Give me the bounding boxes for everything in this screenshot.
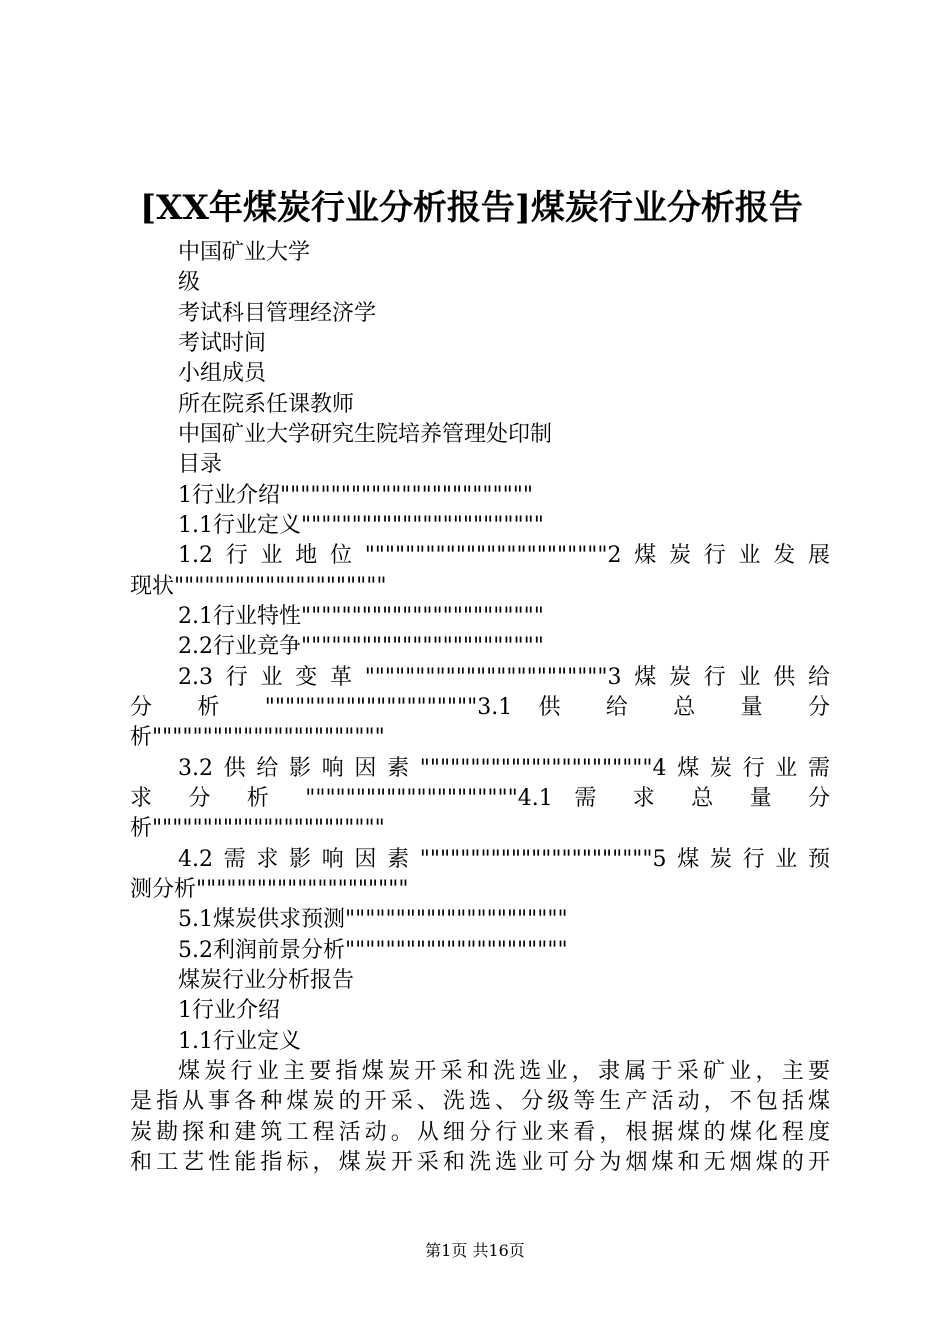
body-line: 炭勘探和建筑工程活动。从细分行业来看，根据煤的煤化程度 <box>130 1120 830 1145</box>
cover-line: 考试时间 <box>178 331 267 356</box>
toc-entry: 1行业介绍""""""""""""""""""""""""" <box>178 483 533 508</box>
cover-line: 中国矿业大学研究生院培养管理处印制 <box>178 422 553 447</box>
toc-entry: 现状""""""""""""""""""""" <box>130 574 387 599</box>
toc-entry: 析""""""""""""""""""""""" <box>130 816 385 841</box>
cover-line: 小组成员 <box>178 361 267 386</box>
section-heading: 1.1行业定义 <box>178 1029 301 1054</box>
toc-entry: 分 析 """""""""""""""""""""3.1 供 给 总 量 分 <box>130 695 830 720</box>
page-footer: 第1页 共16页 <box>425 1241 525 1260</box>
toc-entry: 测分析""""""""""""""""""""" <box>130 877 409 902</box>
toc-entry: 2.3行业变革""""""""""""""""""""""""3煤炭行业供给 <box>178 665 830 690</box>
toc-entry: 5.1煤炭供求预测"""""""""""""""""""""" <box>178 907 568 932</box>
toc-entry: 2.1行业特性"""""""""""""""""""""""" <box>178 604 544 629</box>
cover-line: 级 <box>178 270 201 295</box>
toc-entry: 1.1行业定义"""""""""""""""""""""""" <box>178 513 544 538</box>
body-line: 是指从事各种煤炭的开采、洗选、分级等生产活动，不包括煤 <box>130 1089 830 1114</box>
toc-entry: 2.2行业竞争"""""""""""""""""""""""" <box>178 634 544 659</box>
toc-entry: 4.2需求影响因素"""""""""""""""""""""""5煤炭行业预 <box>178 847 830 872</box>
toc-entry: 1.2行业地位""""""""""""""""""""""""2煤炭行业发展 <box>178 543 830 568</box>
toc-entry: 析""""""""""""""""""""""" <box>130 725 385 750</box>
toc-entry: 求 分 析 """""""""""""""""""""4.1 需 求 总 量 分 <box>130 786 830 811</box>
body-line: 和工艺性能指标，煤炭开采和洗选业可分为烟煤和无烟煤的开 <box>130 1150 830 1175</box>
cover-line: 考试科目管理经济学 <box>178 301 377 326</box>
toc-heading: 目录 <box>178 452 223 477</box>
toc-entry: 5.2利润前景分析"""""""""""""""""""""" <box>178 938 568 963</box>
cover-line: 所在院系任课教师 <box>178 392 355 417</box>
section-heading: 1行业介绍 <box>178 998 280 1023</box>
toc-entry: 3.2供给影响因素"""""""""""""""""""""""4煤炭行业需 <box>178 756 830 781</box>
body-line: 煤炭行业主要指煤炭开采和洗选业，隶属于采矿业，主要 <box>178 1059 830 1084</box>
cover-line: 中国矿业大学 <box>178 240 311 265</box>
report-heading: 煤炭行业分析报告 <box>178 968 355 993</box>
document-title: [XX年煤炭行业分析报告]煤炭行业分析报告 <box>140 188 803 228</box>
